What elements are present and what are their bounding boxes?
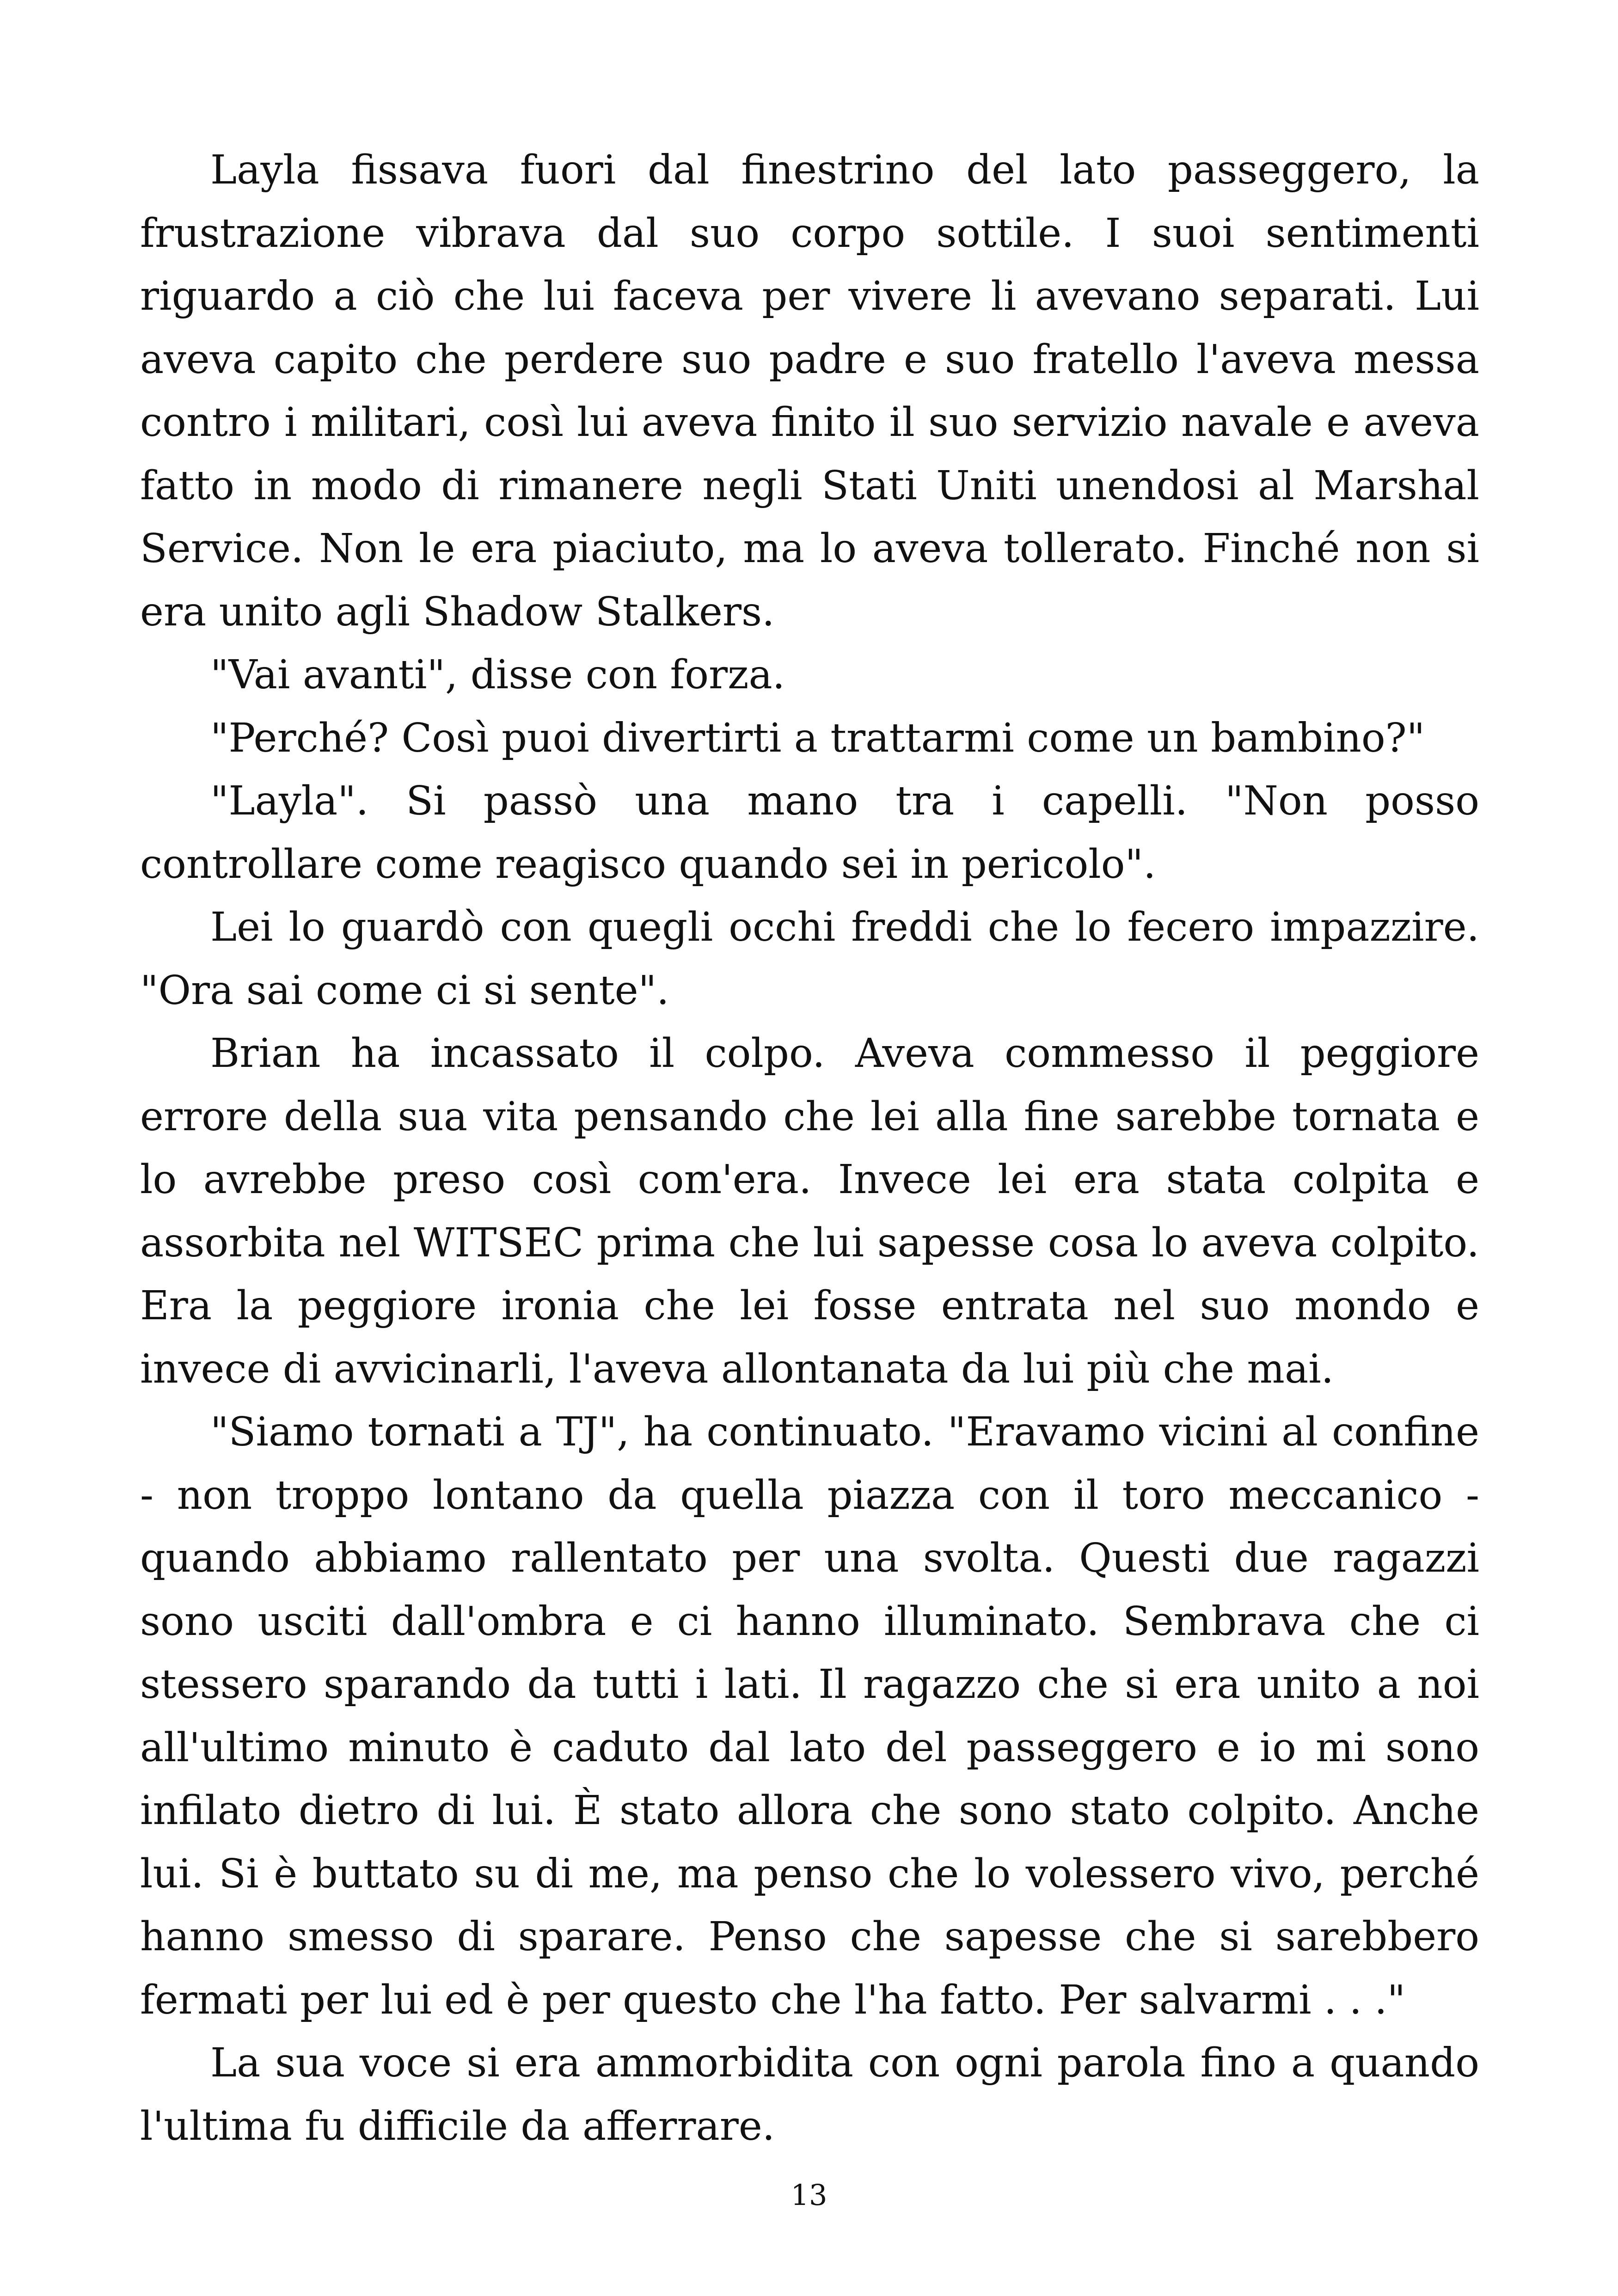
paragraph-3: "Perché? Così puoi divertirti a trattarmi come un bambino?" <box>210 715 1425 761</box>
paragraph-5: Lei lo guardò con quegli occhi freddi che lo fecero impazzire. "Ora sai come ci si sente". <box>140 904 1479 1014</box>
paragraph-1: Layla fissava fuori dal finestrino del lato passeggero, la frustrazione vibrava dal suo corpo sottile. I suoi sentimenti riguardo a ciò che lui faceva per vivere li avevano separati. Lui aveva capito che perdere suo padre e suo fratello l'aveva messa contro i militari, così lui aveva finito il suo servizio navale e aveva fatto in modo di rimanere negli Stati Uniti unendosi al Marshal Service. Non le era piaciuto, ma lo aveva tollerato. Finché non si era unito agli Shadow Stalkers. <box>140 147 1479 635</box>
paragraph-6: Brian ha incassato il colpo. Aveva commesso il peggiore errore della sua vita pensando che lei alla fine sarebbe tornata e lo avrebbe preso così com'era. Invece lei era stata colpita e assorbita nel WITSEC prima che lui sapesse cosa lo aveva colpito. Era la peggiore ironia che lei fosse entrata nel suo mondo e invece di avvicinarli, l'aveva allontanata da lui più che mai. <box>140 1030 1479 1392</box>
paragraph-2: "Vai avanti", disse con forza. <box>210 652 785 698</box>
page-number: 13 <box>791 2178 827 2212</box>
body-text <box>140 139 1479 2158</box>
paragraph-8: La sua voce si era ammorbidita con ogni parola fino a quando l'ultima fu difficile da afferrare. <box>140 2040 1479 2149</box>
paragraph-7: "Siamo tornati a TJ", ha continuato. "Eravamo vicini al confine - non troppo lontano da quella piazza con il toro meccanico - quando abbiamo rallentato per una svolta. Questi due ragazzi sono usciti dall'ombra e ci hanno illuminato. Sembrava che ci stessero sparando da tutti i lati. Il ragazzo che si era unito a noi all'ultimo minuto è caduto dal lato del passeggero e io mi sono infilato dietro di lui. È stato allora che sono stato colpito. Anche lui. Si è buttato su di me, ma penso che lo volessero vivo, perché hanno smesso di sparare. Penso che sapesse che si sarebbero fermati per lui ed è per questo che l'ha fatto. Per salvarmi . . ." <box>140 1409 1479 2023</box>
paragraph-4: "Layla". Si passò una mano tra i capelli. "Non posso controllare come reagisco quando sei in pericolo". <box>140 778 1479 888</box>
